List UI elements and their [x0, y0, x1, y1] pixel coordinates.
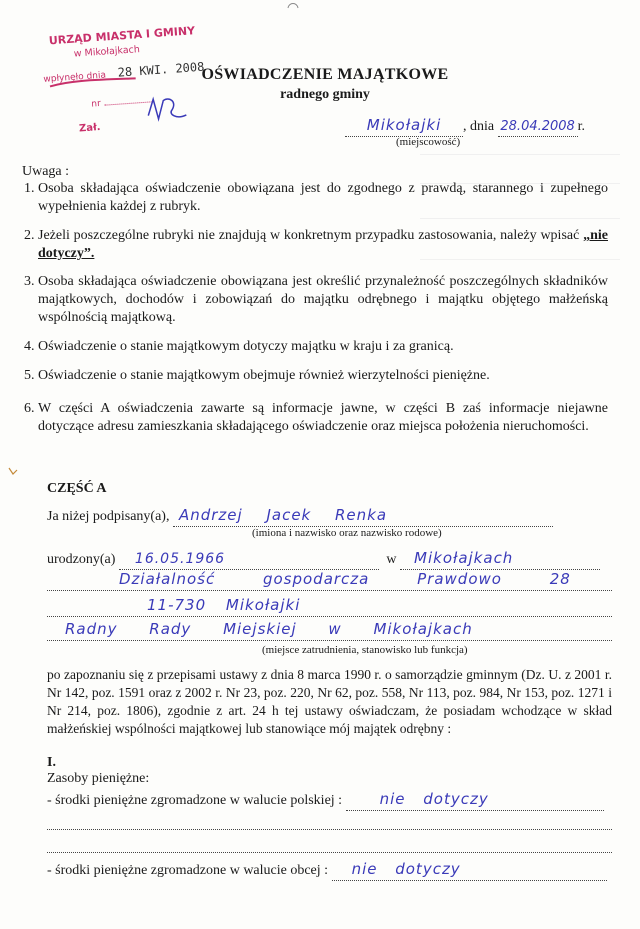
date-value: 28.04.2008 — [500, 119, 575, 134]
stamp-nr-label: nr — [91, 98, 102, 110]
part-a-heading: CZĘŚĆ A — [47, 481, 107, 496]
year-suffix: r. — [577, 119, 585, 134]
document-subtitle: radnego gminy — [280, 87, 370, 102]
foreign-funds-value: nie dotyczy — [351, 860, 461, 878]
stamp-received-date: 28 KWI. 2008 — [117, 59, 205, 80]
born-label: urodzony(a) — [47, 552, 116, 567]
not-applicable-phrase: „nie dotyczy”. — [38, 228, 608, 261]
legal-statement: po zapoznaniu się z przepisami ustawy z dnia 8 marca 1990 r. o samorządzie gminnym (Dz. U. z 2001 r. Nr 142, poz. 1591 oraz z 2002 r. Nr 23, poz. 220, Nr 62, poz. 558, Nr 113, poz. 984, Nr 153, poz. 1271 i Nr 214, poz. 1806), zgodnie z art. 24 h tej ustawy oświadczam, że posiadam wchodzące w skład małżeńskiej wspólności majątkowej lub stanowiące mój majątek odrębny : — [47, 667, 612, 736]
pln-funds-line — [47, 790, 604, 811]
birth-place-value: Mikołajkach — [414, 549, 514, 567]
place-caption: (miejscowość) — [396, 136, 461, 148]
note-2: 2. Jeżeli poszczególne rubryki nie znajdują w konkretnym przypadku zastosowania, należy wpisać „nie dotyczy”. — [24, 228, 608, 261]
birth-line — [47, 549, 600, 570]
section-1-numeral: I. — [47, 755, 56, 770]
foreign-funds-line — [47, 860, 607, 881]
pln-funds-blank-1 — [47, 815, 612, 830]
birth-date-value: 16.05.1966 — [134, 551, 226, 567]
note-3: 3. Osoba składająca oświadczenie obowiązana jest określić przynależność poszczególnych składników majątkowych, dochodów i zobowiązań do majątku odrębnego i majątku objętego małżeńską wspólnością majątkową. — [24, 274, 608, 325]
notes-heading: Uwaga : — [22, 164, 70, 179]
place-date-line — [345, 116, 615, 137]
employment-line-1: Działalność gospodarcza Prawdowo 28 — [47, 570, 612, 591]
day-label: , dnia — [463, 119, 495, 134]
margin-mark — [8, 462, 18, 470]
stamp-signature — [143, 91, 193, 128]
note-1: 1. Osoba składająca oświadczenie obowiązana jest do zgodnego z prawdą, starannego i zupełnego wypełnienia każdej z rubryk. — [24, 181, 608, 214]
stamp-office-name: URZĄD MIASTA I GMINY — [48, 24, 196, 48]
note-4: 4. Oświadczenie o stanie majątkowym dotyczy majątku w kraju i za granicą. — [24, 339, 454, 354]
pln-funds-label: - środki pieniężne zgromadzone w walucie polskiej : — [47, 793, 343, 808]
employment-caption: (miejsce zatrudnienia, stanowisko lub funkcja) — [262, 644, 468, 656]
undersigned-label: Ja niżej podpisany(a), — [47, 509, 170, 524]
in-label: w — [386, 552, 397, 567]
employment-line-3: Radny Rady Miejskiej w Mikołajkach — [47, 620, 612, 641]
pln-funds-value: nie dotyczy — [379, 790, 489, 808]
pln-funds-blank-2 — [47, 838, 612, 853]
stamp-attachments-label: Zał. — [78, 122, 101, 135]
undersigned-line — [47, 506, 553, 527]
place-value: Mikołajki — [366, 116, 442, 134]
document-title: OŚWIADCZENIE MAJĄTKOWE — [201, 66, 449, 83]
note-6: 6. W części A oświadczenia zawarte są informacje jawne, w części B zaś informacje niejawne dotyczące adresu zamieszkania składającego oświadczenie oraz miejsca położenia nieruchomości. — [24, 401, 608, 434]
name-value: Andrzej Jacek Renka — [178, 506, 388, 524]
employment-line-2: 11-730 Mikołajki — [47, 596, 612, 617]
note-5: 5. Oświadczenie o stanie majątkowym obejmuje również wierzytelności pieniężne. — [24, 368, 490, 383]
stamp-received-label: wpłynęło dnia — [43, 70, 107, 85]
stamp-town: w Mikołajkach — [73, 44, 141, 60]
foreign-funds-label: - środki pieniężne zgromadzone w walucie obcej : — [47, 863, 329, 878]
punch-mark — [286, 0, 300, 10]
name-caption: (imiona i nazwisko oraz nazwisko rodowe) — [252, 527, 442, 539]
section-1-heading: Zasoby pieniężne: — [47, 771, 150, 786]
